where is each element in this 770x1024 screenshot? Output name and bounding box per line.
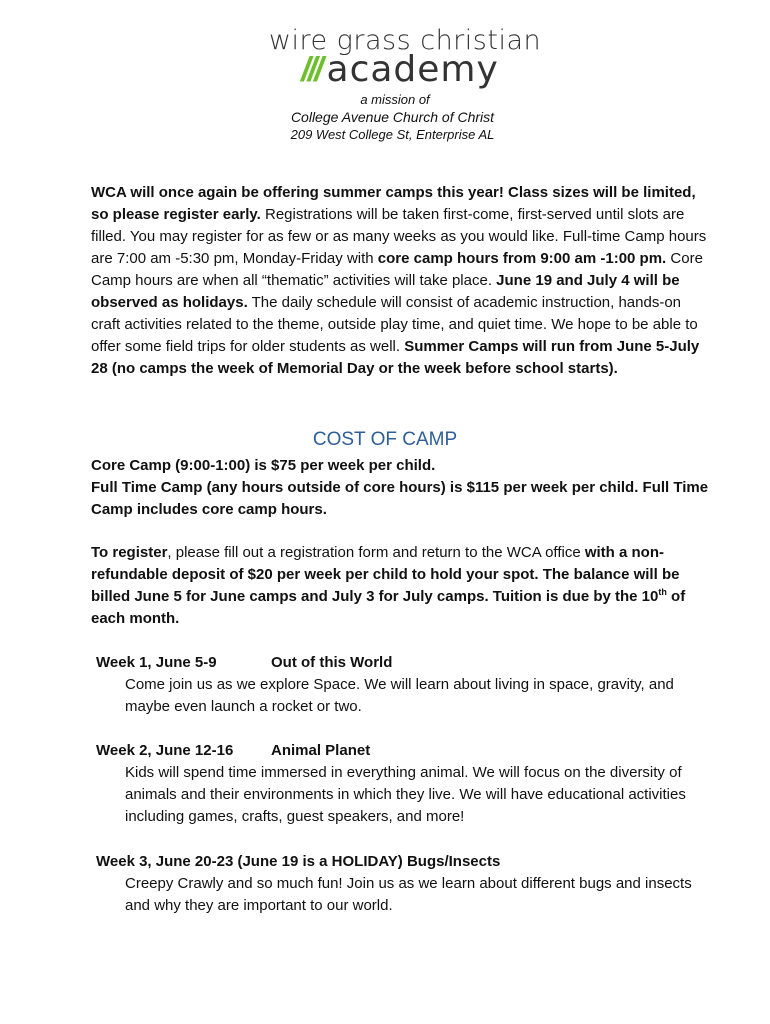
week-2-block <box>96 740 716 828</box>
ordinal-suffix: th <box>658 587 667 597</box>
core-camp-cost: Core Camp (9:00-1:00) is $75 per week per child. <box>91 457 436 474</box>
letterhead <box>0 26 770 144</box>
mission-line: a mission of <box>360 92 430 107</box>
week-date: Week 2, June 12-16 <box>96 742 234 759</box>
register-paragraph <box>91 542 709 630</box>
week-date: Week 3, June 20-23 (June 19 is a HOLIDAY) <box>96 853 403 870</box>
logo-academy-word: academy <box>326 49 499 90</box>
cost-details <box>91 455 709 521</box>
week-theme: Out of this World <box>271 654 393 671</box>
week-title <box>96 851 716 873</box>
week-description: Come join us as we explore Space. We will learn about living in space, gravity, and maybe even launch a rocket or two. <box>125 676 674 715</box>
logo-slashes: /// <box>301 51 321 89</box>
week-3-block <box>96 851 716 917</box>
logo-mark <box>30 49 770 90</box>
week-description: Kids will spend time immersed in everything animal. We will focus on the diversity of animals and their environments in which they live. We will have educational activities including games, crafts, guest speakers, and more! <box>125 764 686 825</box>
church-address: 209 West College St, Enterprise AL <box>290 127 495 142</box>
intro-bold-2: core camp hours from 9:00 am -1:00 pm. <box>377 250 667 267</box>
intro-text-1: Registrations will be taken first-come, first-served until slots are filled. You may register for as few or as many weeks as you would like. Full-time Camp hours are 7:00 am -5:30 pm, Monday-Friday with <box>91 206 707 267</box>
intro-paragraph <box>91 182 709 380</box>
register-bold-3: of each month. <box>91 588 686 627</box>
intro-bold-3: June 19 and July 4 will be observed as holidays. <box>91 272 680 311</box>
week-theme: Animal Planet <box>271 742 371 759</box>
week-theme: Bugs/Insects <box>406 853 501 870</box>
logo-school-name: wire grass christian <box>268 25 542 56</box>
church-name: College Avenue Church of Christ <box>290 109 495 125</box>
week-1-block <box>96 652 716 718</box>
week-description: Creepy Crawly and so much fun! Join us as we learn about different bugs and insects and why they are important to our world. <box>125 875 692 914</box>
intro-bold-1: WCA will once again be offering summer camps this year! Class sizes will be limited, so please register early. <box>91 184 696 223</box>
intro-text-3: The daily schedule will consist of academic instruction, hands-on craft activities related to the theme, outside play time, and quiet time. We hope to be able to offer some field trips for older students as well. <box>91 294 698 355</box>
register-text-1: , please fill out a registration form and return to the WCA office <box>167 544 585 561</box>
full-time-camp-cost: Full Time Camp (any hours outside of core hours) is $115 per week per child. Full Time Camp includes core camp hours. <box>91 479 709 518</box>
week-title <box>96 652 716 674</box>
week-date: Week 1, June 5-9 <box>96 654 217 671</box>
intro-bold-4: Summer Camps will run from June 5-July 28 (no camps the week of Memorial Day or the week before school starts). <box>91 338 700 377</box>
intro-text-2: Core Camp hours are when all “thematic” activities will take place. <box>91 250 703 289</box>
register-bold-2: with a non-refundable deposit of $20 per week per child to hold your spot. The balance will be billed June 5 for June camps and July 3 for July camps. Tuition is due by the 10 <box>91 544 680 605</box>
cost-heading: COST OF CAMP <box>312 429 458 450</box>
register-bold-1: To register <box>91 544 168 561</box>
week-title <box>96 740 716 762</box>
